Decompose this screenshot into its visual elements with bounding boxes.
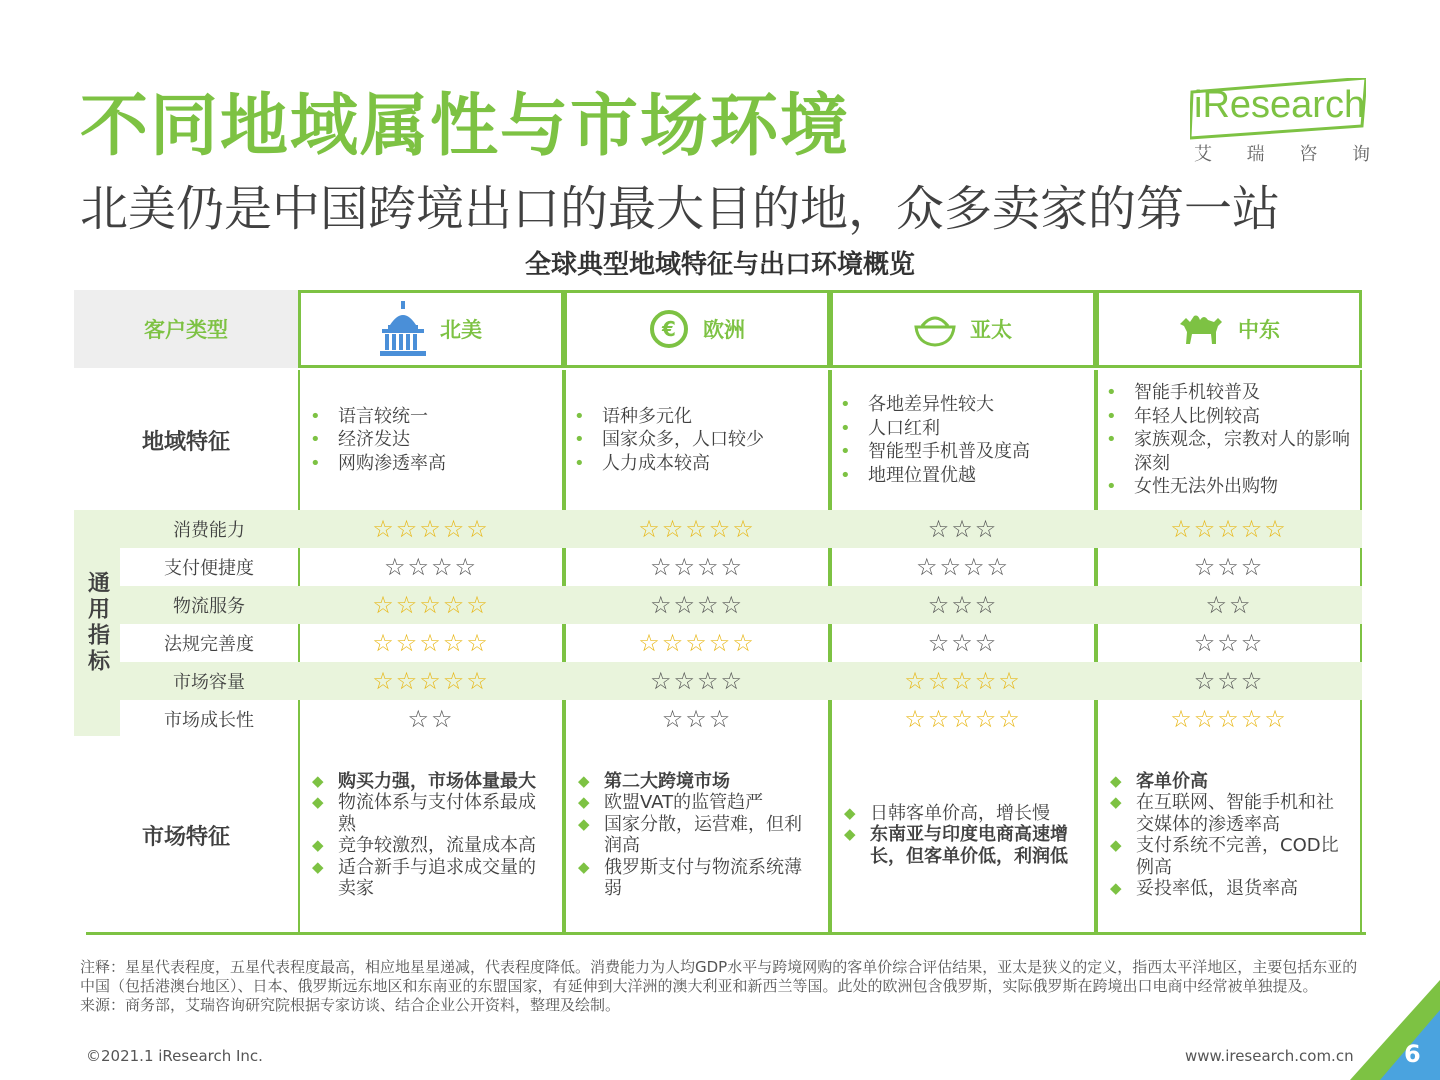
- star-rating: ☆☆☆☆: [383, 553, 479, 581]
- metric-row: [120, 700, 1362, 738]
- market-asia-pacific: ◆ 日韩客单价高，增长慢 ◆ 东南亚与印度电商高速增长，但客单价低，利润低: [844, 736, 1084, 934]
- region-name: 北美: [440, 318, 482, 342]
- star-rating: ☆☆☆☆☆: [372, 591, 490, 619]
- page-subtitle: 北美仍是中国跨境出口的最大目的地，众多卖家的第一站: [80, 181, 1281, 237]
- metric-row: [120, 662, 1362, 700]
- svg-text:€: €: [662, 317, 676, 341]
- star-rating: ☆☆☆☆☆: [904, 705, 1022, 733]
- market-europe: ◆ 第二大跨境市场 ◆ 欧盟VAT的监管趋严 ◆ 国家分散，运营难，但利润高 ◆ 俄罗斯支付与物流系统薄弱: [578, 736, 818, 934]
- region-name: 亚太: [970, 318, 1012, 342]
- client-type-header: 客户类型: [74, 290, 298, 368]
- geo-europe: • 语种多元化 • 国家众多，人口较少 • 人力成本较高: [574, 370, 820, 510]
- header-north-america: [298, 290, 564, 368]
- metric-label: 物流服务: [173, 596, 245, 617]
- corner-decoration-icon: [1350, 980, 1440, 1080]
- metric-label: 法规完善度: [164, 634, 254, 655]
- logo-brand: iResearch: [1194, 84, 1366, 126]
- star-rating: ☆☆: [1205, 591, 1253, 619]
- star-rating: ☆☆☆☆☆: [1170, 705, 1288, 733]
- metric-row: [120, 510, 1362, 548]
- market-row-label: 市场特征: [141, 824, 230, 850]
- copyright: ©2021.1 iResearch Inc.: [86, 1047, 263, 1065]
- table-title: 全球典型地域特征与出口环境概览: [524, 250, 915, 280]
- star-rating: ☆☆☆☆: [649, 591, 745, 619]
- geo-middle-east: • 智能手机较普及 • 年轻人比例较高 • 家族观念，宗教对人的影响深刻 • 女性无法外出购物: [1106, 370, 1352, 510]
- metric-row: [120, 548, 1362, 586]
- star-rating: ☆☆☆☆☆: [638, 515, 756, 543]
- capitol-building-icon: [380, 301, 426, 357]
- star-rating: ☆☆☆☆: [649, 553, 745, 581]
- star-rating: ☆☆☆☆: [915, 553, 1011, 581]
- metric-label: 支付便捷度: [164, 558, 254, 579]
- general-metrics-label: 通用指标: [74, 510, 120, 736]
- header-asia-pacific: [830, 290, 1096, 368]
- star-rating: ☆☆☆☆☆: [372, 667, 490, 695]
- camel-icon: [1178, 312, 1224, 346]
- region-name: 中东: [1238, 318, 1280, 342]
- notes-block: [80, 958, 1370, 1015]
- region-name: 欧洲: [703, 318, 745, 342]
- metric-label: 消费能力: [173, 520, 245, 541]
- star-rating: ☆☆☆: [1193, 667, 1265, 695]
- star-rating: ☆☆: [407, 705, 455, 733]
- metric-label: 市场容量: [173, 672, 245, 693]
- note-text: 注释：星星代表程度，五星代表程度最高，相应地星星递减，代表程度降低。消费能力为人均GDP水平与跨境网购的客单价综合评估结果，亚太是狭义的定义，指西太平洋地区，主要包括东亚的中国（包括港澳台地区）、日本、俄罗斯远东地区和东南亚的东盟国家，有延伸到大洋洲的澳大利亚和新西兰等国。此处的欧洲包含俄罗斯，实际俄罗斯在跨境出口电商中经常被单独提及。: [80, 958, 1358, 995]
- page-number: 6: [1404, 1040, 1421, 1068]
- star-rating: ☆☆☆: [661, 705, 733, 733]
- source-text: 来源：商务部，艾瑞咨询研究院根据专家访谈、结合企业公开资料，整理及绘制。: [80, 996, 621, 1014]
- market-north-america: ◆ 购买力强，市场体量最大 ◆ 物流体系与支付体系最成熟 ◆ 竞争较激烈，流量成本高 ◆ 适合新手与追求成交量的卖家: [312, 736, 552, 934]
- header-europe: [564, 290, 830, 368]
- star-rating: ☆☆☆: [927, 591, 999, 619]
- metric-label: 市场成长性: [164, 710, 254, 731]
- metric-row: [120, 586, 1362, 624]
- logo-cn-text: 艾 瑞 咨 询: [1194, 144, 1370, 165]
- star-rating: ☆☆☆☆☆: [372, 515, 490, 543]
- table-bottom-rule: [86, 932, 1366, 935]
- star-rating: ☆☆☆: [1193, 553, 1265, 581]
- market-middle-east: ◆ 客单价高 ◆ 在互联网、智能手机和社交媒体的渗透率高 ◆ 支付系统不完善，COD比例高 ◆ 妥投率低，退货率高: [1110, 736, 1350, 934]
- star-rating: ☆☆☆: [927, 629, 999, 657]
- star-rating: ☆☆☆☆☆: [638, 629, 756, 657]
- star-rating: ☆☆☆☆☆: [904, 667, 1022, 695]
- rice-bowl-icon: [914, 310, 956, 348]
- geo-asia-pacific: • 各地差异性较大 • 人口红利 • 智能型手机普及度高 • 地理位置优越: [840, 370, 1086, 510]
- euro-coin-icon: [649, 309, 689, 349]
- header-middle-east: [1096, 290, 1362, 368]
- website-url: www.iresearch.com.cn: [1185, 1047, 1354, 1065]
- star-rating: ☆☆☆☆: [649, 667, 745, 695]
- page-title: 不同地域属性与市场环境: [80, 87, 851, 166]
- star-rating: ☆☆☆☆☆: [1170, 515, 1288, 543]
- metric-row: [120, 624, 1362, 662]
- geo-north-america: • 语言较统一 • 经济发达 • 网购渗透率高: [310, 370, 552, 510]
- geo-row-label: 地域特征: [141, 429, 230, 455]
- star-rating: ☆☆☆: [1193, 629, 1265, 657]
- star-rating: ☆☆☆☆☆: [372, 629, 490, 657]
- star-rating: ☆☆☆: [927, 515, 999, 543]
